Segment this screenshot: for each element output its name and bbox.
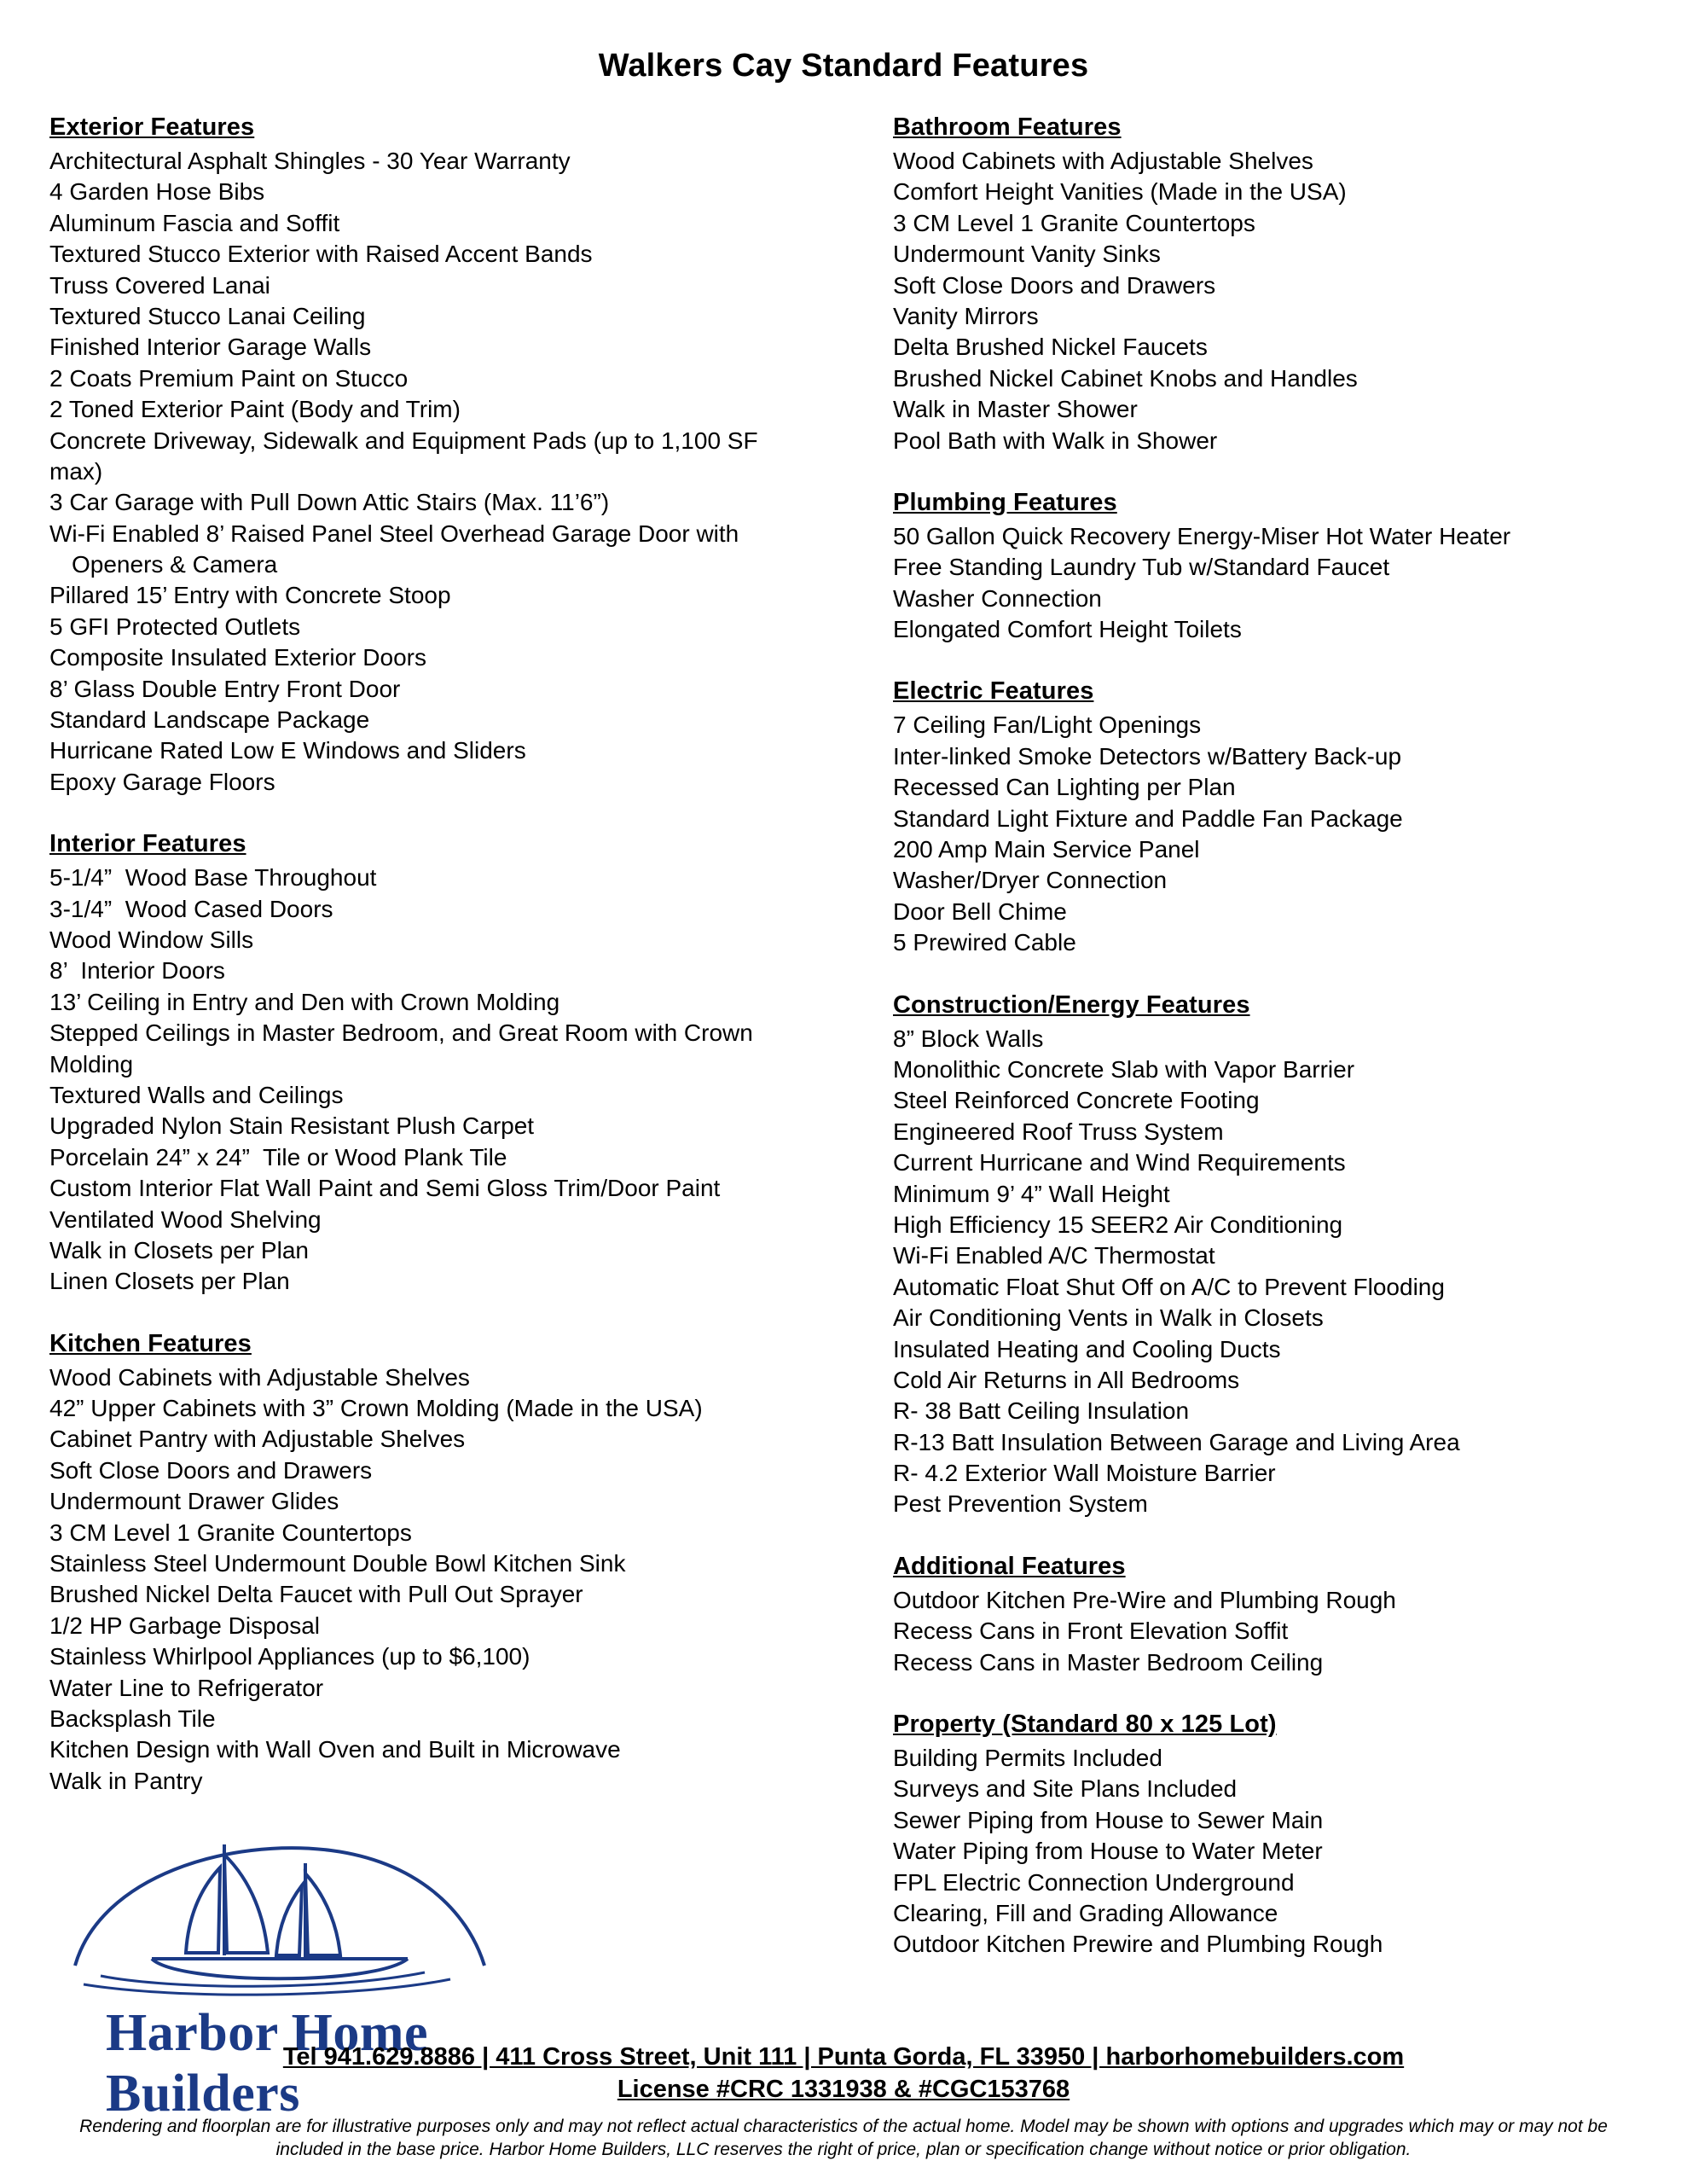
list-item: 5-1/4” Wood Base Throughout	[49, 864, 377, 892]
list-item: Walk in Pantry	[49, 1767, 203, 1794]
section-heading: Property (Standard 80 x 125 Lot)	[893, 1711, 1277, 1739]
section-exterior-features	[49, 113, 799, 798]
list-item: Custom Interior Flat Wall Paint and Semi Gloss Trim/Door Paint	[49, 1175, 721, 1202]
list-item: FPL Electric Connection Underground	[893, 1868, 1295, 1896]
list-item: 3 CM Level 1 Granite Countertops	[49, 1519, 412, 1546]
section-additional-features	[893, 1553, 1643, 1678]
feature-list	[49, 1362, 799, 1797]
list-item: Truss Covered Lanai	[49, 271, 270, 299]
list-item: Monolithic Concrete Slab with Vapor Barrier	[893, 1055, 1355, 1083]
list-item: Linen Closets per Plan	[49, 1268, 290, 1295]
list-item: Automatic Float Shut Off on A/C to Prevent Flooding	[893, 1273, 1445, 1300]
section-heading: Additional Features	[893, 1552, 1126, 1580]
list-item: Pillared 15’ Entry with Concrete Stoop	[49, 582, 451, 609]
list-item: Washer/Dryer Connection	[893, 867, 1168, 894]
list-item: Textured Stucco Exterior with Raised Accent Bands	[49, 241, 593, 268]
list-item: Steel Reinforced Concrete Footing	[893, 1087, 1260, 1114]
list-item: Wi-Fi Enabled 8’ Raised Panel Steel Overhead Garage Door with	[49, 520, 739, 547]
list-item: Cold Air Returns in All Bedrooms	[893, 1366, 1240, 1393]
section-heading: Interior Features	[49, 830, 246, 858]
list-item: Ventilated Wood Shelving	[49, 1205, 322, 1233]
list-item: Wood Cabinets with Adjustable Shelves	[893, 148, 1313, 174]
list-item: Elongated Comfort Height Toilets	[893, 616, 1242, 643]
list-item: Stepped Ceilings in Master Bedroom, and Great Room with Crown Molding	[49, 1019, 760, 1077]
section-plumbing-features	[893, 489, 1643, 646]
list-item: R- 38 Batt Ceiling Insulation	[893, 1397, 1190, 1425]
list-item: Door Bell Chime	[893, 897, 1067, 925]
feature-list	[893, 146, 1643, 456]
list-item: Water Piping from House to Water Meter	[893, 1838, 1323, 1865]
list-item: R- 4.2 Exterior Wall Moisture Barrier	[893, 1460, 1276, 1487]
list-item: Brushed Nickel Delta Faucet with Pull Out Sprayer	[49, 1581, 583, 1608]
list-item: High Efficiency 15 SEER2 Air Conditioning	[893, 1211, 1343, 1238]
list-item: Textured Walls and Ceilings	[49, 1081, 344, 1108]
list-item: Backsplash Tile	[49, 1705, 216, 1732]
list-item: Cabinet Pantry with Adjustable Shelves	[49, 1426, 466, 1453]
list-item: Surveys and Site Plans Included	[893, 1775, 1238, 1803]
section-heading: Exterior Features	[49, 113, 255, 141]
feature-list	[893, 1585, 1643, 1678]
feature-list	[893, 521, 1643, 646]
list-item: 2 Coats Premium Paint on Stucco	[49, 364, 409, 392]
page-title: Walkers Cay Standard Features	[598, 48, 1089, 84]
list-item: 42” Upper Cabinets with 3” Crown Molding (Made in the USA)	[49, 1395, 703, 1422]
feature-list	[893, 710, 1643, 958]
list-item: 3 CM Level 1 Granite Countertops	[893, 209, 1255, 236]
list-item: Recessed Can Lighting per Plan	[893, 774, 1236, 801]
list-item: 3-1/4” Wood Cased Doors	[49, 895, 333, 922]
section-heading: Bathroom Features	[893, 113, 1122, 141]
list-item: Minimum 9’ 4” Wall Height	[893, 1180, 1170, 1207]
left-column	[44, 113, 799, 2124]
feature-list	[49, 863, 799, 1297]
list-item: Brushed Nickel Cabinet Knobs and Handles	[893, 364, 1358, 392]
list-item: Undermount Drawer Glides	[49, 1488, 339, 1515]
list-item: Water Line to Refrigerator	[49, 1674, 324, 1701]
list-item: 8” Block Walls	[893, 1025, 1044, 1052]
list-item-continuation: Openers & Camera	[72, 551, 278, 578]
list-item: 4 Garden Hose Bibs	[49, 178, 265, 206]
list-item: 13’ Ceiling in Entry and Den with Crown Molding	[49, 988, 560, 1015]
list-item: 8’ Interior Doors	[49, 957, 225, 985]
list-item: Concrete Driveway, Sidewalk and Equipment Pads (up to 1,100 SF max)	[49, 427, 765, 485]
list-item: 5 GFI Protected Outlets	[49, 613, 301, 640]
list-item: Soft Close Doors and Drawers	[49, 1456, 373, 1484]
feature-list	[893, 1024, 1643, 1520]
section-property	[893, 1711, 1643, 1960]
feature-list	[893, 1743, 1643, 1960]
list-item: Finished Interior Garage Walls	[49, 334, 372, 361]
section-kitchen-features	[49, 1330, 799, 1797]
list-item: Standard Light Fixture and Paddle Fan Package	[893, 804, 1403, 832]
list-item: 1/2 HP Garbage Disposal	[49, 1612, 320, 1639]
list-item: Composite Insulated Exterior Doors	[49, 644, 426, 671]
section-heading: Construction/Energy Features	[893, 990, 1250, 1019]
list-item: Washer Connection	[893, 584, 1102, 612]
footer-contact-line[interactable]: Tel 941.629.8886 | 411 Cross Street, Unit 111 | Punta Gorda, FL 33950 | harborhomebuilders.com	[282, 2043, 1405, 2071]
section-bathroom-features	[893, 113, 1643, 456]
list-item: Hurricane Rated Low E Windows and Sliders	[49, 737, 526, 764]
page-footer	[44, 2041, 1643, 2162]
list-item: Walk in Master Shower	[893, 396, 1138, 423]
list-item: 200 Amp Main Service Panel	[893, 836, 1200, 863]
list-item: Outdoor Kitchen Prewire and Plumbing Rough	[893, 1931, 1383, 1958]
sailboats-logo-icon	[49, 1829, 612, 2008]
list-item: 50 Gallon Quick Recovery Energy-Miser Hot Water Heater	[893, 522, 1511, 549]
list-item: 5 Prewired Cable	[893, 929, 1076, 956]
list-item: Inter-linked Smoke Detectors w/Battery Back-up	[893, 742, 1402, 770]
list-item: 2 Toned Exterior Paint (Body and Trim)	[49, 396, 461, 423]
list-item: Engineered Roof Truss System	[893, 1118, 1224, 1145]
list-item: Recess Cans in Master Bedroom Ceiling	[893, 1648, 1324, 1676]
list-item: Building Permits Included	[893, 1745, 1162, 1772]
list-item: Pest Prevention System	[893, 1490, 1148, 1518]
list-item: Clearing, Fill and Grading Allowance	[893, 1899, 1278, 1926]
list-item: 7 Ceiling Fan/Light Openings	[893, 712, 1202, 739]
list-item: Insulated Heating and Cooling Ducts	[893, 1335, 1281, 1362]
list-item: Vanity Mirrors	[893, 302, 1039, 329]
list-item: Stainless Whirlpool Appliances (up to $6,100)	[49, 1643, 530, 1670]
list-item: Epoxy Garage Floors	[49, 768, 275, 795]
list-item: 8’ Glass Double Entry Front Door	[49, 675, 401, 702]
list-item: Undermount Vanity Sinks	[893, 241, 1161, 268]
list-item: 3 Car Garage with Pull Down Attic Stairs (Max. 11’6”)	[49, 489, 610, 516]
footer-disclaimer: Rendering and floorplan are for illustrative purposes only and may not reflect actual characteristics of the actual home. Model may be shown with options and upgrades which may or may not be included in the base price. Harbor Home Builders, LLC reserves the right of price, plan or specification change without notice or prior obligation.	[79, 2116, 1608, 2160]
list-item: Wood Window Sills	[49, 926, 254, 953]
list-item: Delta Brushed Nickel Faucets	[893, 334, 1208, 361]
list-item: Walk in Closets per Plan	[49, 1236, 309, 1263]
right-column	[840, 113, 1643, 1960]
logo-wordmark: Harbor Home Builders	[106, 2004, 429, 2123]
list-item: Current Hurricane and Wind Requirements	[893, 1149, 1346, 1176]
list-item: Wood Cabinets with Adjustable Shelves	[49, 1363, 470, 1391]
feature-list	[49, 146, 799, 798]
section-heading: Plumbing Features	[893, 488, 1117, 516]
section-electric-features	[893, 677, 1643, 958]
list-item: Pool Bath with Walk in Shower	[893, 427, 1218, 454]
list-item: Porcelain 24” x 24” Tile or Wood Plank Tile	[49, 1143, 507, 1170]
list-item: Air Conditioning Vents in Walk in Closets	[893, 1304, 1324, 1332]
list-item: Free Standing Laundry Tub w/Standard Faucet	[893, 554, 1390, 581]
list-item: Upgraded Nylon Stain Resistant Plush Carpet	[49, 1112, 535, 1140]
list-item: Standard Landscape Package	[49, 706, 370, 734]
footer-license-line: License #CRC 1331938 & #CGC153768	[617, 2076, 1070, 2104]
list-item: Stainless Steel Undermount Double Bowl Kitchen Sink	[49, 1550, 626, 1577]
list-item: Wi-Fi Enabled A/C Thermostat	[893, 1242, 1215, 1269]
list-item: Aluminum Fascia and Soffit	[49, 209, 340, 236]
list-item: Architectural Asphalt Shingles - 30 Year Warranty	[49, 148, 571, 174]
list-item: Sewer Piping from House to Sewer Main	[893, 1806, 1324, 1833]
section-interior-features	[49, 830, 799, 1297]
list-item: Soft Close Doors and Drawers	[893, 271, 1216, 299]
list-item: Textured Stucco Lanai Ceiling	[49, 302, 366, 329]
features-columns	[44, 113, 1643, 2124]
list-item: R-13 Batt Insulation Between Garage and Living Area	[893, 1428, 1460, 1455]
section-heading: Electric Features	[893, 677, 1094, 706]
list-item: Kitchen Design with Wall Oven and Built in Microwave	[49, 1736, 621, 1763]
list-item: Comfort Height Vanities (Made in the USA)	[893, 178, 1347, 206]
section-heading: Kitchen Features	[49, 1329, 252, 1357]
list-item: Outdoor Kitchen Pre-Wire and Plumbing Rough	[893, 1586, 1396, 1613]
section-construction-energy-features	[893, 991, 1643, 1520]
list-item: Recess Cans in Front Elevation Soffit	[893, 1618, 1289, 1645]
